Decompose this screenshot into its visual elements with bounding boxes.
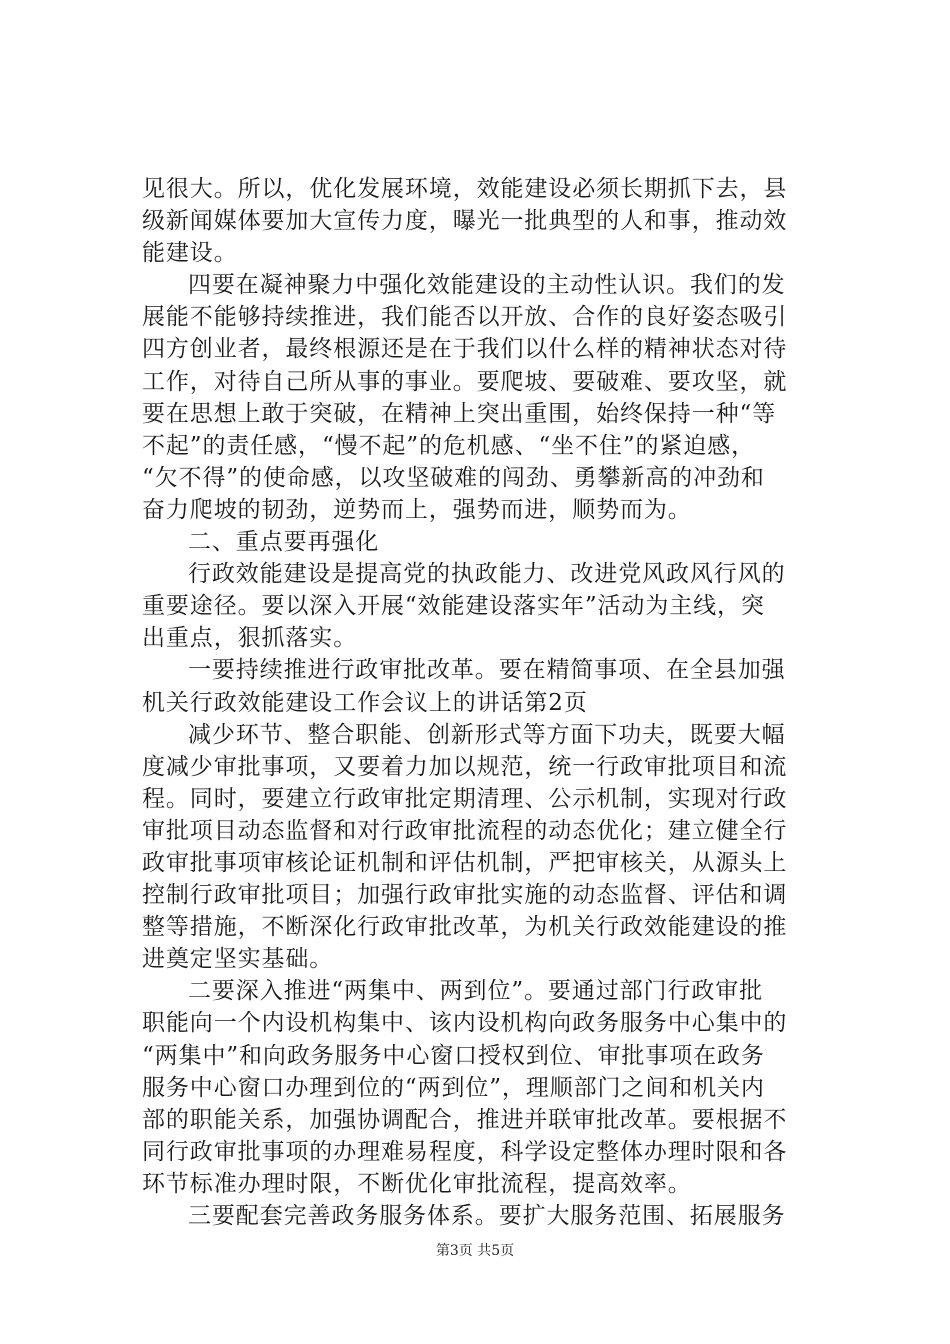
text-line: 出重点，狠抓落实。 (142, 625, 358, 652)
text-line: 服务中心窗口办理到位的“两到位”，理顺部门之间和机关内 (142, 1074, 765, 1101)
text-line: 要在思想上敢于突破，在精神上突出重围，始终保持一种“等 (142, 400, 777, 427)
text-line: 减少环节、整合职能、创新形式等方面下功夫，既要大幅 (188, 721, 786, 748)
text-line: 机关行政效能建设工作会议上的讲话第2页 (142, 689, 588, 716)
text-line: 政审批事项审核论证机制和评估机制，严把审核关，从源头上 (142, 849, 788, 876)
text-line: 控制行政审批项目；加强行政审批实施的动态监督、评估和调 (142, 882, 788, 909)
text-line: 见很大。所以，优化发展环境，效能建设必须长期抓下去，县 (142, 176, 788, 202)
text-line: 一要持续推进行政审批改革。要在精简事项、在全县加强 (188, 657, 786, 684)
text-line: 不起”的责任感，“慢不起”的危机感、“坐不住”的紧迫感， (142, 432, 755, 459)
text-line: 奋力爬坡的韧劲，逆势而上，强势而进，顺势而为。 (142, 496, 692, 523)
text-line: 程。同时，要建立行政审批定期清理、公示机制，实现对行政 (142, 785, 788, 812)
text-line: 四方创业者，最终根源还是在于我们以什么样的精神状态对待 (142, 336, 788, 363)
text-line: 能建设。 (142, 240, 238, 267)
text-line: 二要深入推进“两集中、两到位”。要通过部门行政审批 (188, 978, 764, 1005)
text-line: 审批项目动态监督和对行政审批流程的动态优化；建立健全行 (142, 817, 788, 844)
text-line: 职能向一个内设机构集中、该内设机构向政务服务中心集中的 (142, 1010, 788, 1037)
text-line: 三要配套完善政务服务体系。要扩大服务范围、拓展服务 (188, 1203, 786, 1229)
text-line: 整等措施，不断深化行政审批改革，为机关行政效能建设的推 (142, 914, 788, 941)
text-line: 度减少审批事项，又要着力加以规范，统一行政审批项目和流 (142, 753, 788, 780)
page-footer: 第3页 共5页 (435, 1243, 515, 1259)
text-line: “两集中”和向政务服务中心窗口授权到位、审批事项在政务 (142, 1042, 765, 1069)
text-line: “欠不得”的使命感，以攻坚破难的闯劲、勇攀新高的冲劲和 (142, 464, 765, 491)
text-line: 行政效能建设是提高党的执政能力、改进党风政风行风的 (188, 561, 786, 588)
text-line: 进奠定坚实基础。 (142, 946, 334, 973)
text-line: 重要途径。要以深入开展“效能建设落实年”活动为主线，突 (142, 593, 765, 620)
text-line: 工作，对待自己所从事的事业。要爬坡、要破难、要攻坚，就 (142, 368, 788, 395)
text-line: 同行政审批事项的办理难易程度，科学设定整体办理时限和各 (142, 1138, 788, 1165)
text-line: 二、重点要再强化 (188, 529, 380, 556)
text-line: 展能不能够持续推进，我们能否以开放、合作的良好姿态吸引 (142, 304, 788, 331)
text-line: 级新闻媒体要加大宣传力度，曝光一批典型的人和事，推动效 (142, 208, 788, 235)
document-body (142, 173, 842, 1232)
text-line: 环节标准办理时限，不断优化审批流程，提高效率。 (142, 1170, 692, 1197)
text-line: 四要在凝神聚力中强化效能建设的主动性认识。我们的发 (188, 272, 786, 299)
text-line: 部的职能关系，加强协调配合，推进并联审批改革。要根据不 (142, 1106, 788, 1133)
